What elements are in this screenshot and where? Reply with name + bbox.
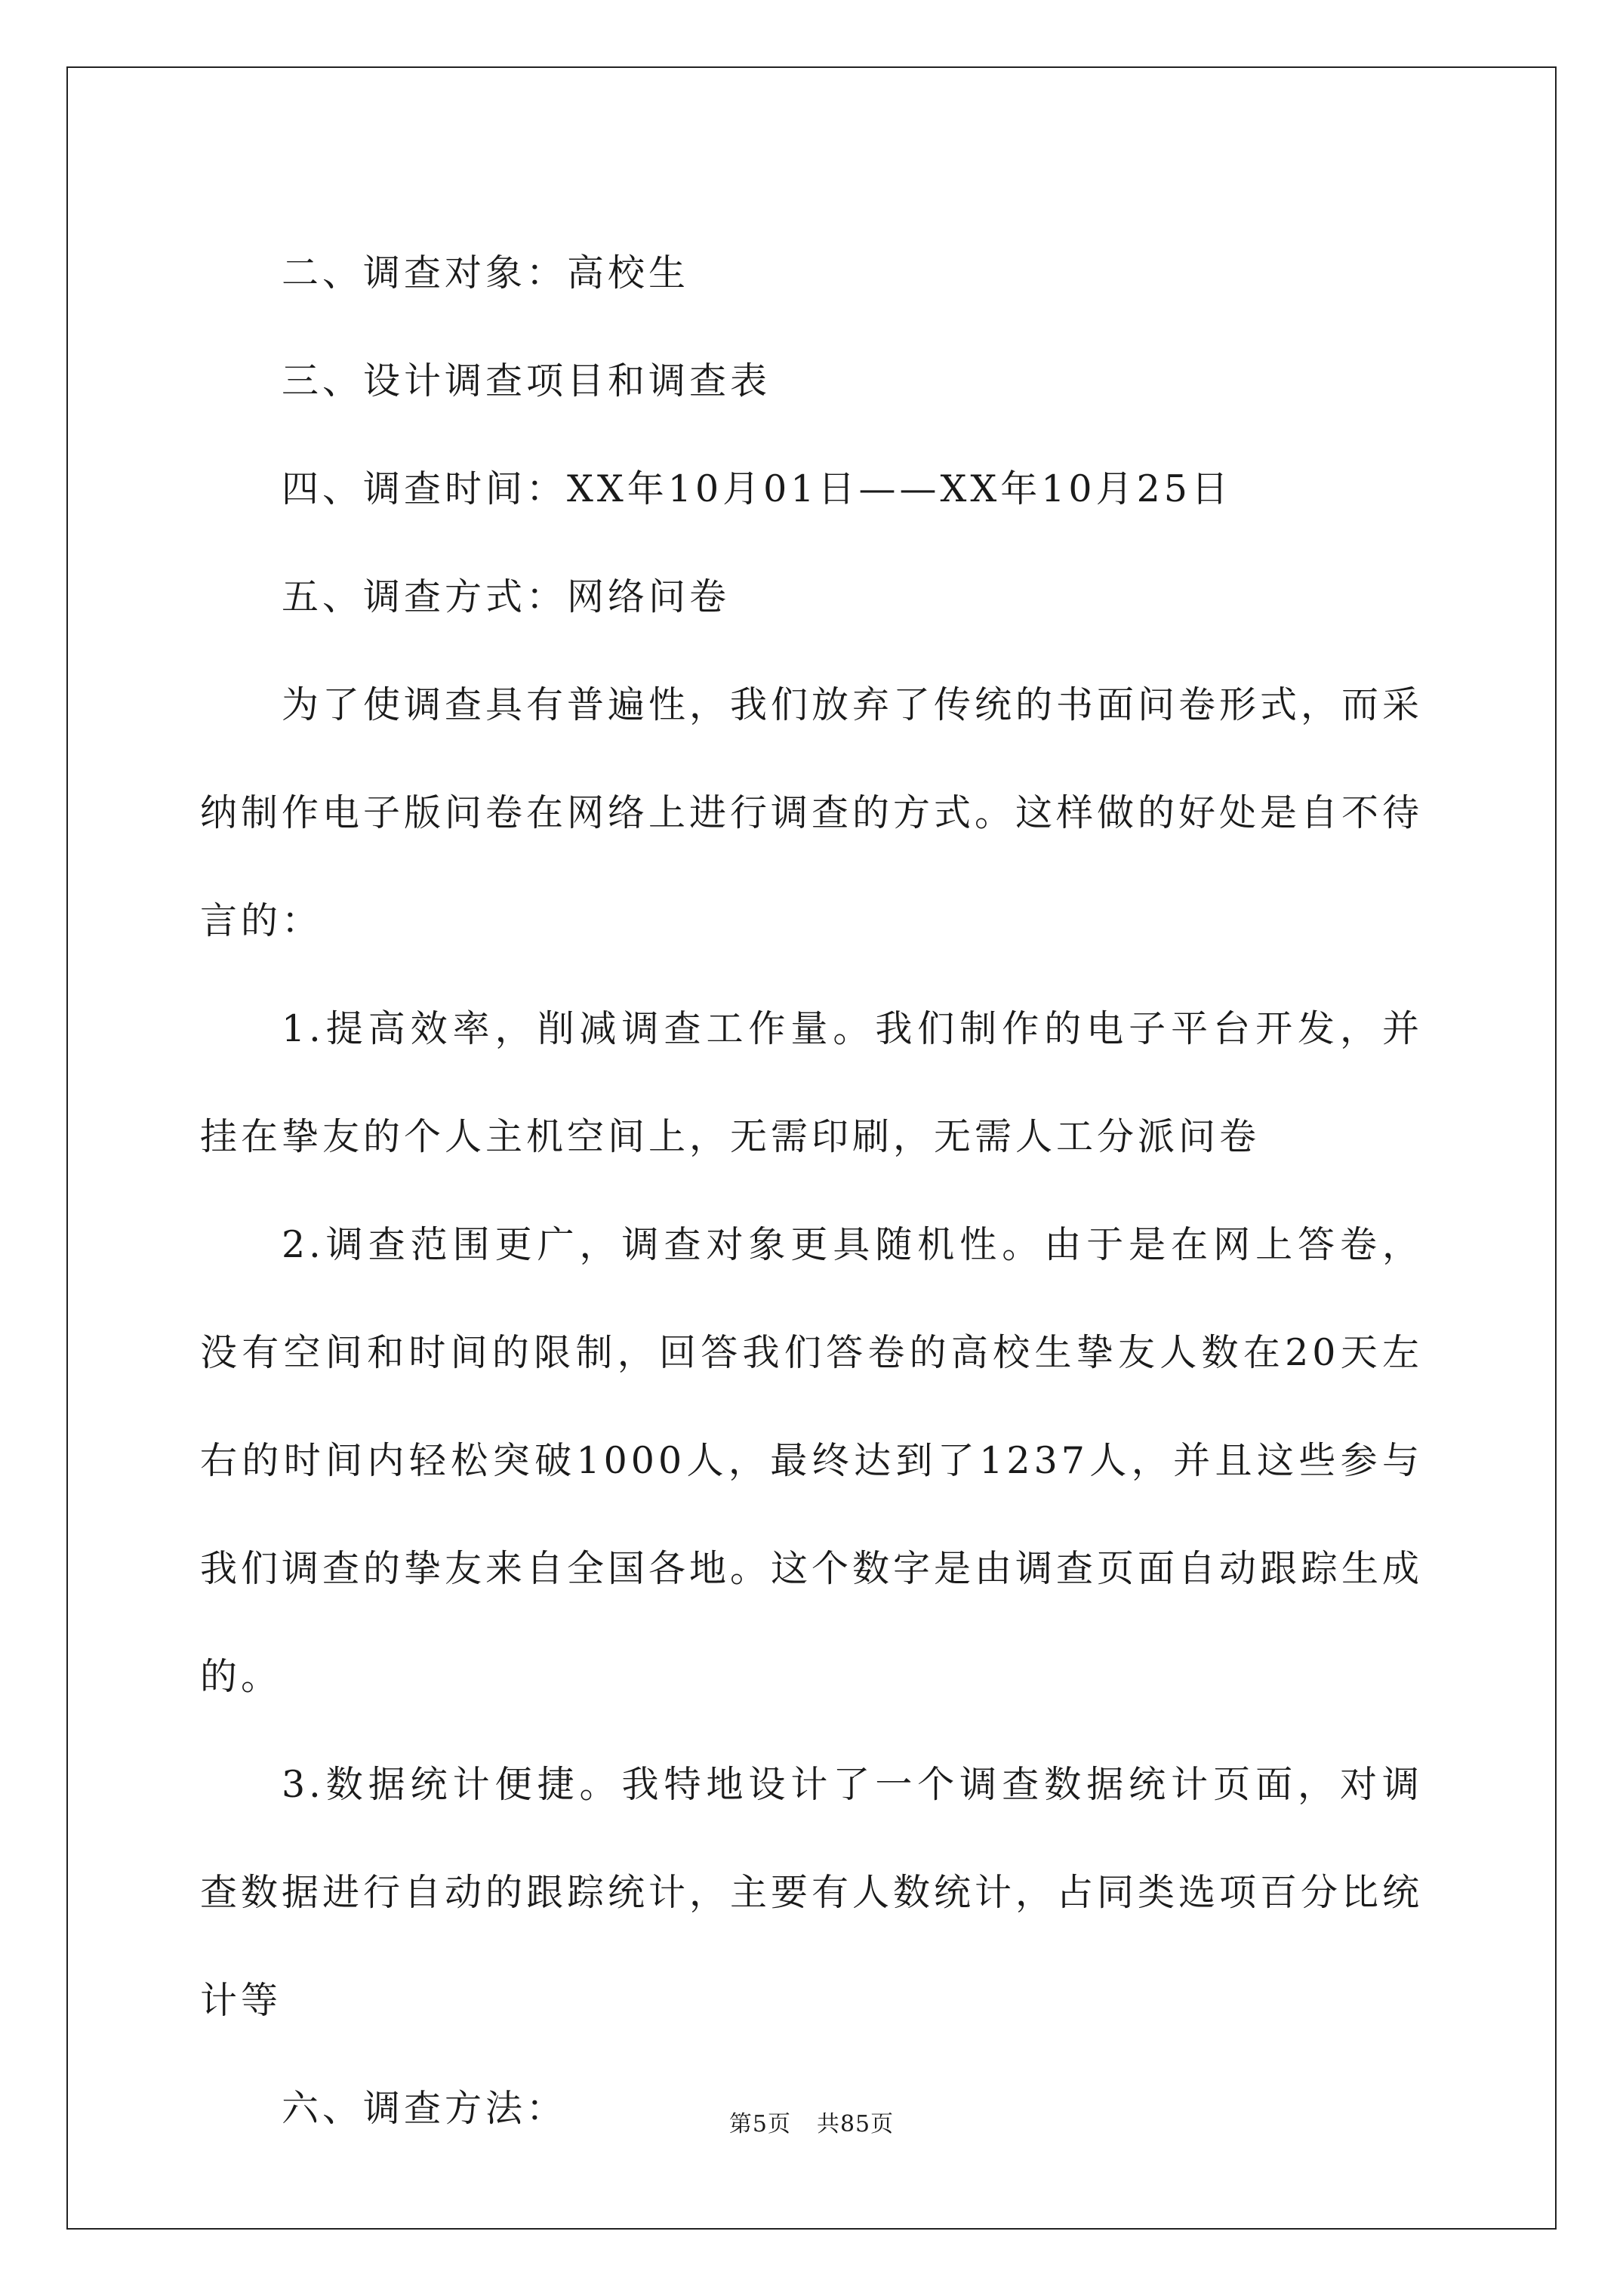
page-footer bbox=[0, 2110, 1623, 2140]
paragraph-survey-method-type: 五、调查方式：网络问卷 bbox=[282, 575, 731, 618]
paragraph-survey-design: 三、设计调查项目和调查表 bbox=[282, 359, 771, 402]
document-body bbox=[200, 219, 1423, 2162]
paragraph-survey-method-heading: 六、调查方法： bbox=[282, 2087, 568, 2130]
paragraph-point-3: 3.数据统计便捷。我特地设计了一个调查数据统计页面，对调查数据进行自动的跟踪统计，主要有人数统计，占同类选项百分比统计等 bbox=[200, 1763, 1424, 2022]
paragraph-intro: 为了使调查具有普遍性，我们放弃了传统的书面问卷形式，而采纳制作电子版问卷在网络上进行调查的方式。这样做的好处是自不待言的： bbox=[200, 683, 1424, 942]
paragraph-survey-target: 二、调查对象：高校生 bbox=[282, 251, 690, 294]
paragraph-point-1: 1.提高效率，削减调查工作量。我们制作的电子平台开发，并挂在挚友的个人主机空间上，无需印刷，无需人工分派问卷 bbox=[200, 1007, 1423, 1158]
page-number-label: 第5页 bbox=[728, 2111, 791, 2137]
paragraph-survey-time: 四、调查时间：XX年10月01日——XX年10月25日 bbox=[282, 467, 1232, 510]
page-total-label: 共85页 bbox=[816, 2111, 895, 2137]
paragraph-point-2: 2.调查范围更广，调查对象更具随机性。由于是在网上答卷，没有空间和时间的限制，回答我们答卷的高校生挚友人数在20天左右的时间内轻松突破1000人，最终达到了1237人，并且这些参与我们调查的挚友来自全国各地。这个数字是由调查页面自动跟踪生成的。 bbox=[200, 1223, 1424, 1698]
